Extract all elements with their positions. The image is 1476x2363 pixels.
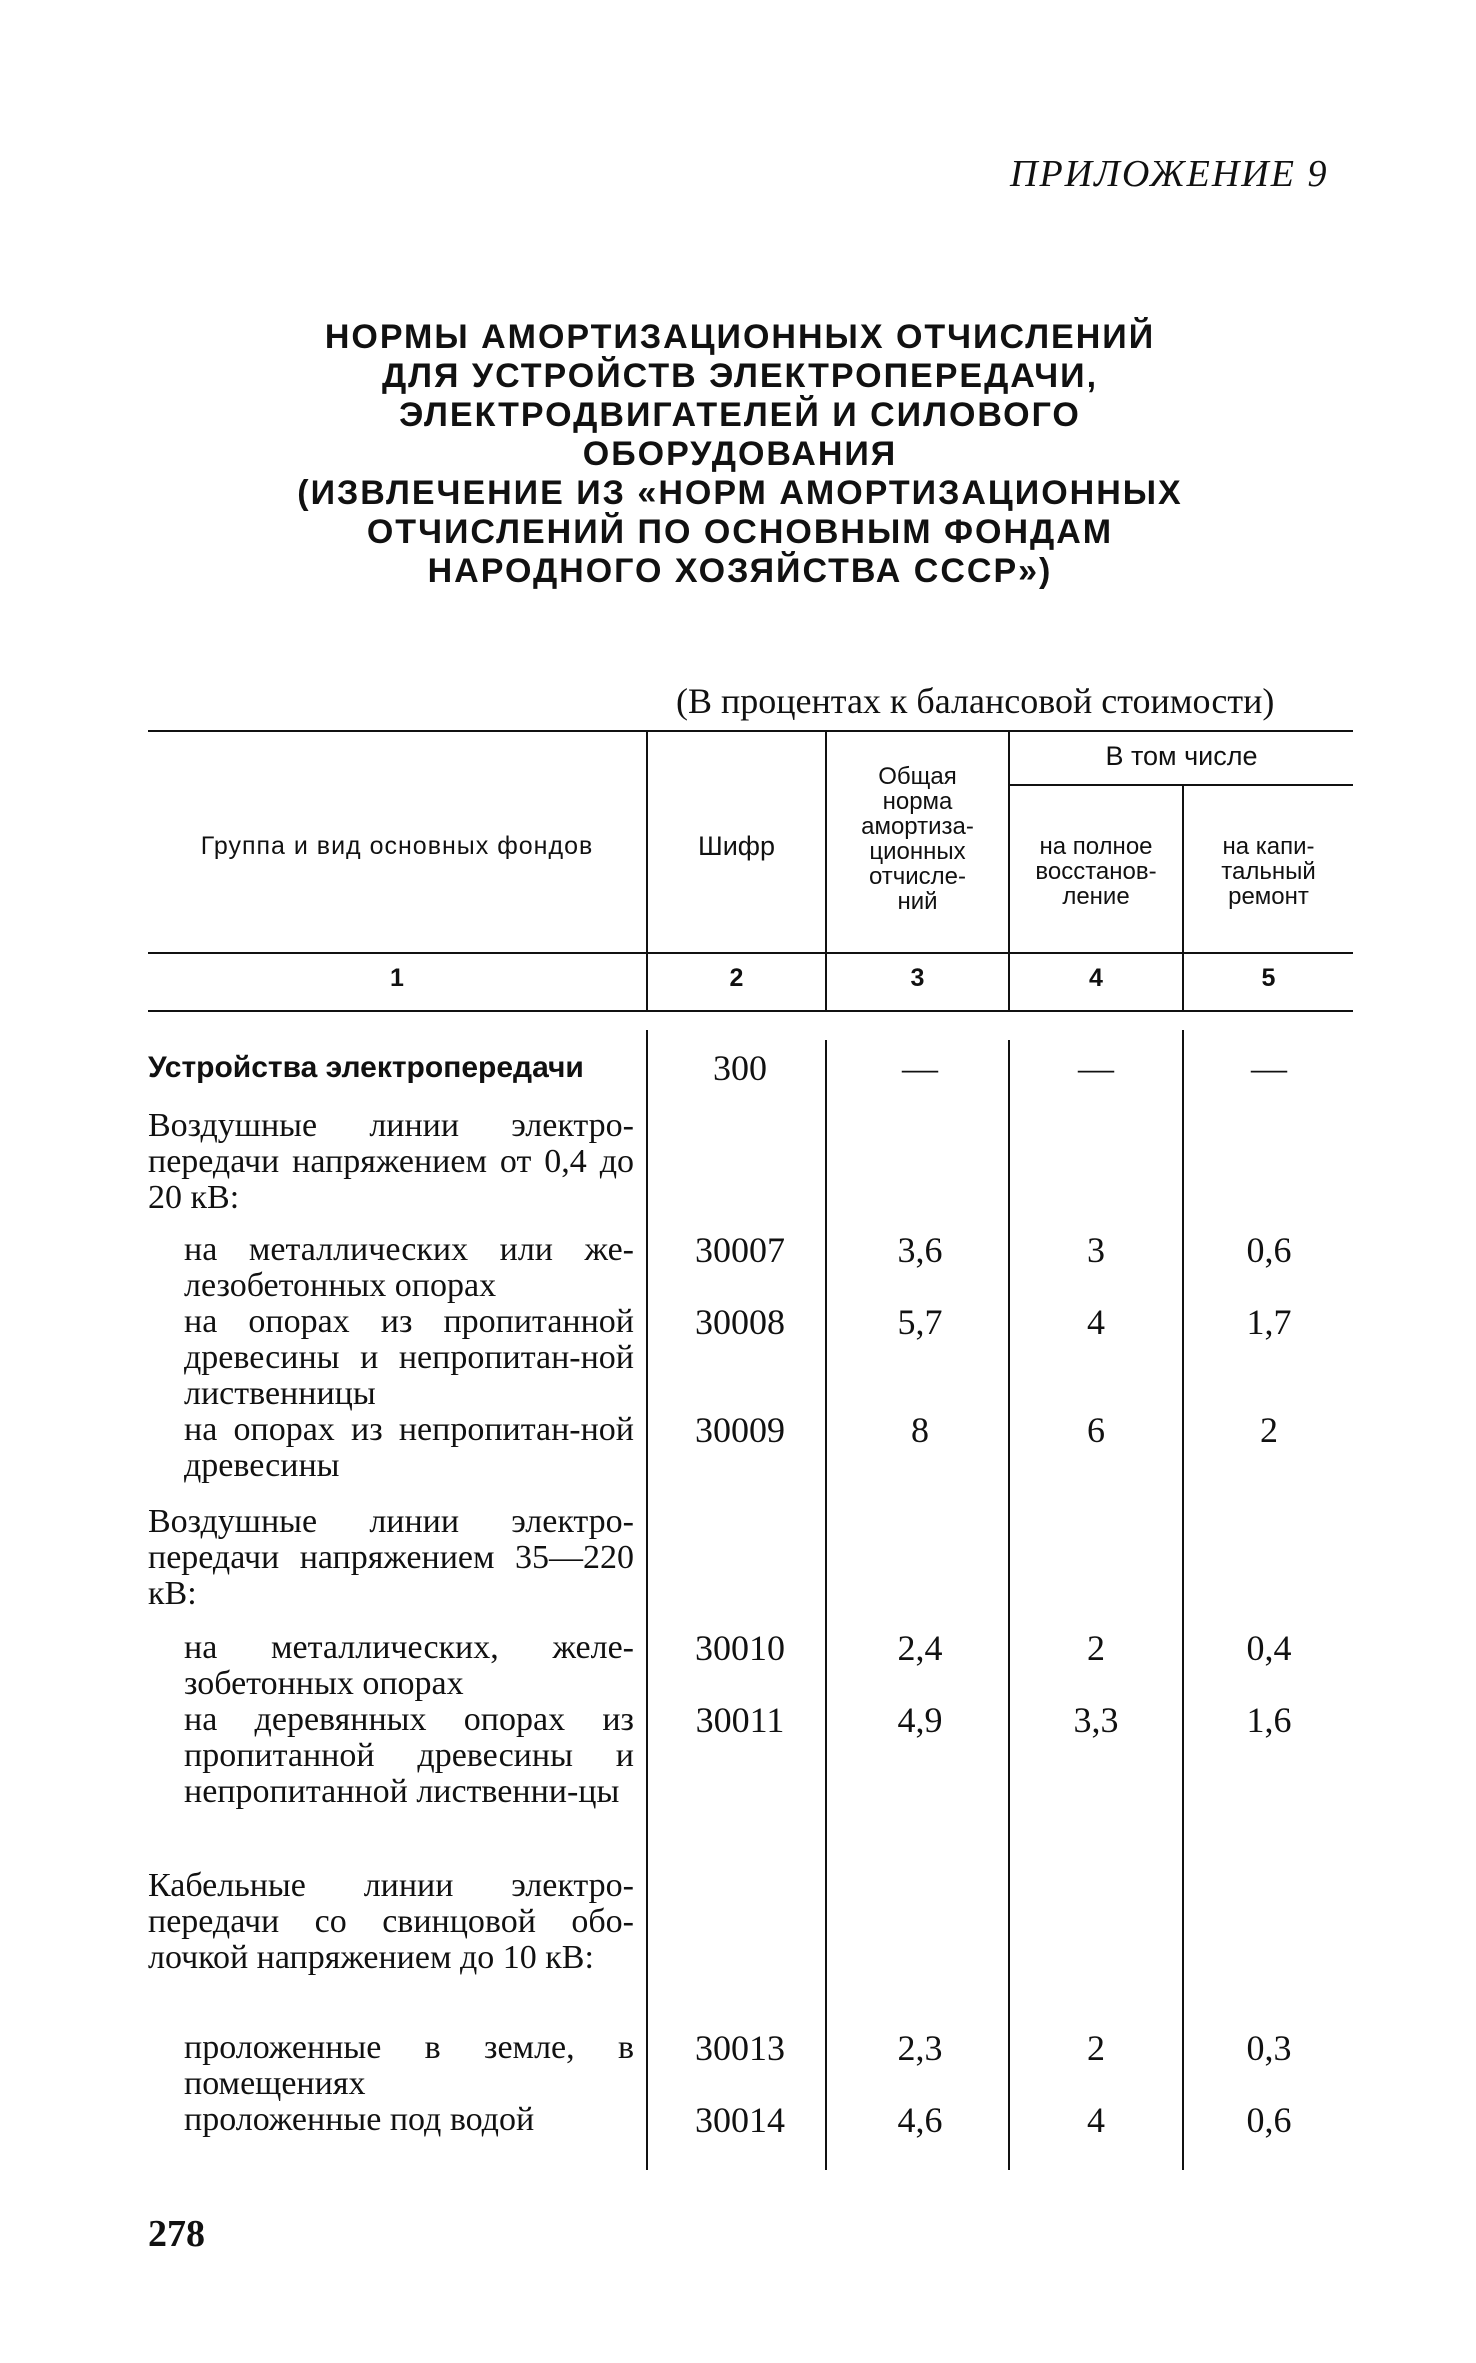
column-divider <box>646 1030 648 2170</box>
table-cell-full: 2 <box>1087 2028 1105 2068</box>
header-total-line: отчисле- <box>868 863 967 890</box>
document-title <box>200 318 1280 591</box>
header-capital-line: ремонт <box>1228 883 1309 910</box>
column-divider <box>825 1040 827 2170</box>
header-full-line: ление <box>1062 883 1130 910</box>
title-line: НАРОДНОГО ХОЗЯЙСТВА СССР») <box>427 552 1053 590</box>
table-row-name: Кабельные линии электро-передачи со свинцовой обо-лочкой напряжением до 10 кВ: <box>148 1867 634 1976</box>
table-cell-capital: 1,6 <box>1246 1700 1292 1740</box>
table-cell-total: — <box>902 1048 938 1088</box>
table-cell-full: 2 <box>1087 1628 1105 1668</box>
table-cell-capital: 0,6 <box>1246 1230 1292 1270</box>
table-cell-code: 30007 <box>695 1230 785 1270</box>
table-row-name: проложенные в земле, в помещениях <box>184 2029 634 2102</box>
table-cell-capital: 0,4 <box>1246 1628 1292 1668</box>
column-number: 1 <box>390 964 404 992</box>
table-row-name: на металлических или же-лезобетонных опорах <box>184 1231 634 1304</box>
title-line: ДЛЯ УСТРОЙСТВ ЭЛЕКТРОПЕРЕДАЧИ, <box>381 357 1099 395</box>
table-cell-full: 6 <box>1087 1410 1105 1450</box>
header-capital-line: на капи- <box>1222 833 1315 860</box>
table-cell-code: 300 <box>713 1048 767 1088</box>
column-number: 2 <box>729 964 744 992</box>
title-line: НОРМЫ АМОРТИЗАЦИОННЫХ ОТЧИСЛЕНИЙ <box>324 318 1156 356</box>
table-cell-code: 30008 <box>695 1302 785 1342</box>
table-cell-full: 3,3 <box>1073 1700 1119 1740</box>
table-cell-total: 3,6 <box>897 1230 943 1270</box>
header-full-restoration <box>1010 834 1182 909</box>
table-cell-total: 4,6 <box>897 2100 943 2140</box>
title-line: ОБОРУДОВАНИЯ <box>582 435 898 473</box>
table-row-name: на опорах из непропитан-ной древесины <box>184 1411 634 1484</box>
column-number: 4 <box>1089 964 1103 992</box>
header-total <box>827 764 1008 914</box>
table-cell-capital: 2 <box>1260 1410 1278 1450</box>
header-bottom-rule <box>148 952 1353 954</box>
table-row-name: Воздушные линии электро-передачи напряжением 35—220 кВ: <box>148 1503 634 1612</box>
column-numbers-rule <box>148 1010 1353 1012</box>
table-row-name: Устройства электропередачи <box>148 1051 584 1084</box>
table-cell-total: 5,7 <box>897 1302 943 1342</box>
table-row-name: на опорах из пропитанной древесины и непропитан-ной лиственницы <box>184 1303 634 1412</box>
table-cell-capital: 0,3 <box>1246 2028 1292 2068</box>
header-capital-line: тальный <box>1221 858 1316 885</box>
header-code: Шифр <box>697 831 776 861</box>
header-capital-repair <box>1184 834 1353 909</box>
units-note: (В процентах к балансовой стоимости) <box>676 681 1275 721</box>
table-row-name: на металлических, желе-зобетонных опорах <box>184 1629 634 1702</box>
table-cell-full: — <box>1078 1048 1114 1088</box>
table-row-name: проложенные под водой <box>184 2101 535 2138</box>
header-total-line: ционных <box>869 838 966 865</box>
table-cell-full: 4 <box>1087 1302 1105 1342</box>
table-cell-code: 30011 <box>695 1700 785 1740</box>
table-row-name: на деревянных опорах из пропитанной древесины и непропитанной лиственни-цы <box>184 1701 634 1810</box>
title-line: ЭЛЕКТРОДВИГАТЕЛЕЙ И СИЛОВОГО <box>399 396 1081 434</box>
table-cell-capital: 1,7 <box>1246 1302 1292 1342</box>
table-cell-code: 30013 <box>695 2028 785 2068</box>
table-cell-code: 30014 <box>695 2100 785 2140</box>
table-cell-capital: — <box>1251 1048 1287 1088</box>
table-cell-total: 2,3 <box>897 2028 943 2068</box>
header-total-line: ний <box>897 888 938 915</box>
table-cell-full: 4 <box>1087 2100 1105 2140</box>
header-total-line: Общая <box>878 763 957 790</box>
table-cell-total: 4,9 <box>897 1700 943 1740</box>
table-cell-total: 2,4 <box>897 1628 943 1668</box>
column-number: 3 <box>910 964 925 992</box>
table-cell-total: 8 <box>911 1410 929 1450</box>
title-line: (ИЗВЛЕЧЕНИЕ ИЗ «НОРМ АМОРТИЗАЦИОННЫХ <box>297 474 1183 512</box>
table-top-rule <box>148 730 1353 732</box>
table-row-name: Воздушные линии электро-передачи напряжением от 0,4 до 20 кВ: <box>148 1107 634 1216</box>
header-including: В том числе <box>1105 741 1258 771</box>
column-divider <box>1008 1040 1010 2170</box>
page-number: 278 <box>148 2213 205 2255</box>
appendix-label: ПРИЛОЖЕНИЕ 9 <box>1010 153 1329 195</box>
table-cell-code: 30009 <box>695 1410 785 1450</box>
header-total-line: норма <box>882 788 953 815</box>
table-cell-full: 3 <box>1087 1230 1105 1270</box>
header-total-line: амортиза- <box>861 813 974 840</box>
table-cell-code: 30010 <box>695 1628 785 1668</box>
header-full-line: восстанов- <box>1035 858 1157 885</box>
header-full-line: на полное <box>1039 833 1153 860</box>
title-line: ОТЧИСЛЕНИЙ ПО ОСНОВНЫМ ФОНДАМ <box>366 513 1114 551</box>
table-cell-capital: 0,6 <box>1246 2100 1292 2140</box>
header-group: Группа и вид основных фондов <box>200 832 594 860</box>
column-divider <box>1182 1030 1184 2170</box>
column-number: 5 <box>1261 964 1276 992</box>
